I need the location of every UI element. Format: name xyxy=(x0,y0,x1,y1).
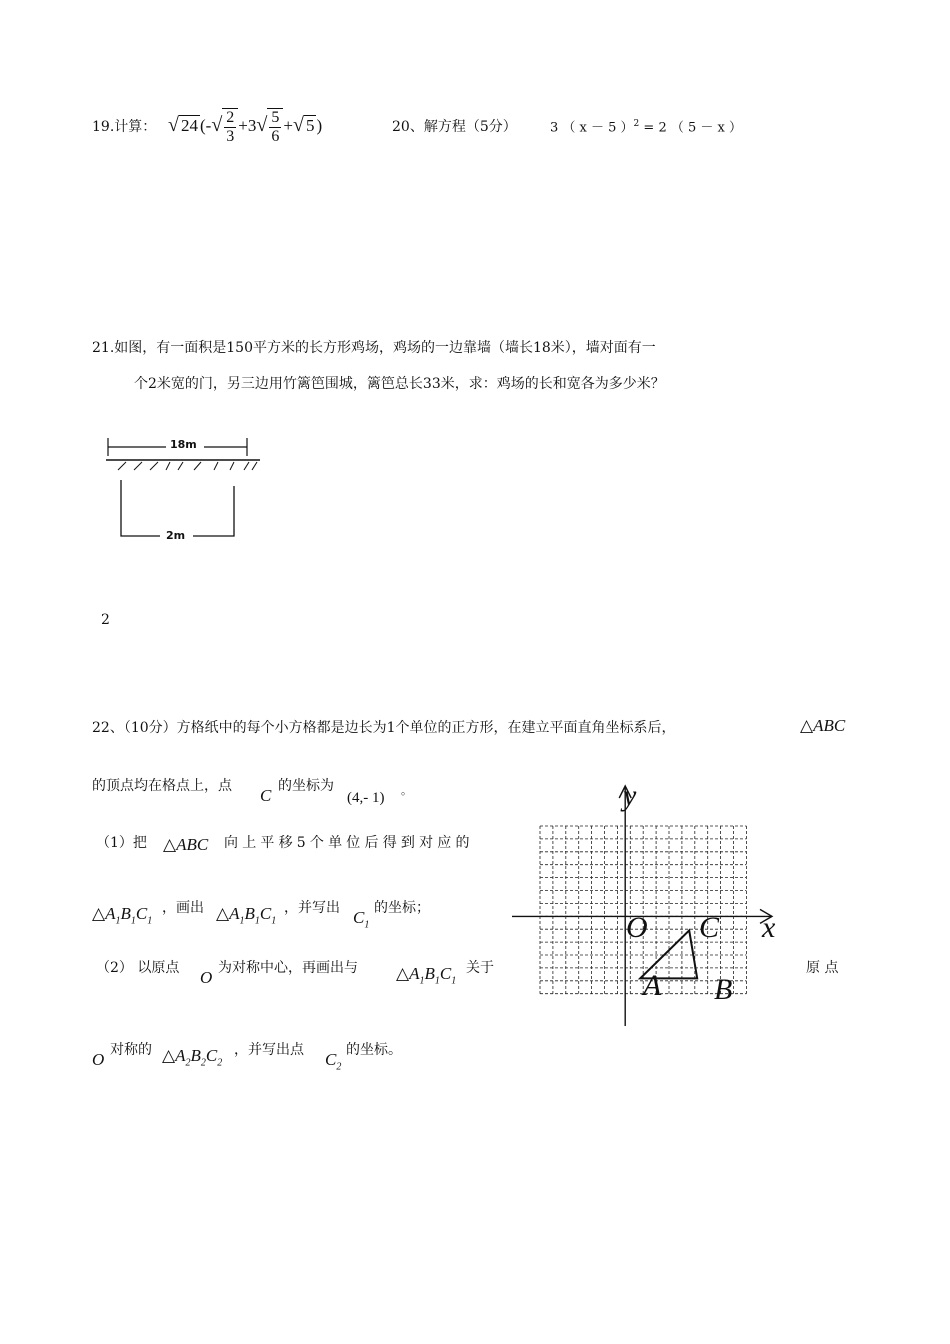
vertex-label-a: A xyxy=(643,969,662,1002)
figure-door-width: 2m xyxy=(166,529,186,542)
q22-part2-a: （2） 以原点 xyxy=(96,960,180,976)
q22-origin-o-2: O xyxy=(92,1050,105,1069)
q22-part2-c: 关于 xyxy=(466,960,494,976)
q22-period: 。 xyxy=(401,784,412,797)
q22-coordinate: (4,- 1) xyxy=(347,790,385,806)
q22-point-c: C xyxy=(260,786,272,805)
q22-line1: 22、（10分）方格纸中的每个小方格都是边长为1个单位的正方形，在建立平面直角坐标系后， xyxy=(92,720,676,736)
q22-part2-b: 为对称中心，再画出与 xyxy=(218,960,358,976)
q20-equation: 3 （ x － 5 ）$^2$ = 2 （ 5 － x ） xyxy=(550,119,742,136)
q21-line2: 个2米宽的门，另三边用竹篱笆围城，篱笆总长33米，求：鸡场的长和宽各为多少米？ xyxy=(134,376,665,392)
q22-part1-a: （1）把 xyxy=(96,835,147,851)
q22-triangle-abc: △ABC xyxy=(800,716,846,735)
q22-part1-e: 的坐标； xyxy=(374,900,430,916)
q22-part3-b: ，并写出点 xyxy=(234,1042,304,1058)
q19-expression: √ 24 (-√ $\frac{2}{3}$ +3√ $\frac{5}{6}$ +√ 5 ) xyxy=(168,109,323,145)
q22-tri-a1b1c1-1: $\triangle A_1B_1C_1$ xyxy=(92,904,153,927)
q20-label: 20、解方程（5分） xyxy=(392,119,517,135)
q22-part1-c: ，画出 xyxy=(162,900,204,916)
q22-part2-d: 原 点 xyxy=(806,960,839,976)
q22-part1-d: ，并写出 xyxy=(284,900,340,916)
y-axis-label: y xyxy=(623,779,637,812)
vertex-label-b: B xyxy=(714,973,733,1006)
q19-label: 19.计算： xyxy=(92,119,157,135)
q22-line2b: 的坐标为 xyxy=(278,778,334,794)
q22-part1-b: 向上平移5个单位后得到对应的 xyxy=(224,835,474,851)
q22-tri-a1b1c1-2: $\triangle A_1B_1C_1$ xyxy=(216,904,277,927)
q22-part3-c: 的坐标。 xyxy=(346,1042,402,1058)
x-axis-label: x xyxy=(762,911,776,944)
q21-line1: 21.如图，有一面积是150平方米的长方形鸡场，鸡场的一边靠墙（墙长18米），墙对面有一 xyxy=(92,340,656,356)
figure-wall-length: 18m xyxy=(170,438,197,451)
q22-tri-a2b2c2: $\triangle A_2B_2C_2$ xyxy=(162,1046,223,1069)
q22-part1-tri: △ABC xyxy=(163,835,209,854)
q22-line2a: 的顶点均在格点上，点 xyxy=(92,778,232,794)
q22-part3-a: 对称的 xyxy=(110,1042,152,1058)
q22-c2: $C_2$ xyxy=(325,1050,342,1073)
q22-c1: $C_1$ xyxy=(353,908,370,931)
q22-tri-a1b1c1-3: $\triangle A_1B_1C_1$ xyxy=(396,964,457,987)
origin-label: O xyxy=(626,911,648,944)
vertex-label-c: C xyxy=(699,911,720,944)
q22-origin-o: O xyxy=(200,968,213,987)
stray-digit: 2 xyxy=(101,612,110,628)
